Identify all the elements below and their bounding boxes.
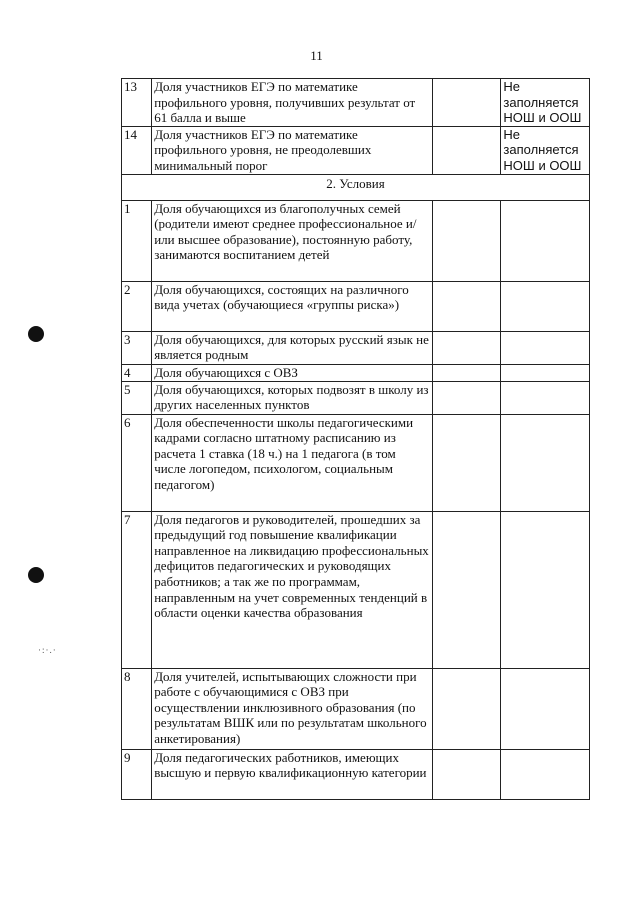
row-text: Доля обучающихся, которых подвозят в школу из других населенных пунктов: [152, 381, 433, 414]
value-cell: [501, 281, 590, 331]
row-text: Доля учителей, испытывающих сложности при работе с обучающимися с ОВЗ при осуществлении инклюзивного образования (по результатам ВШК или по результатам школьного анкетирования): [152, 668, 433, 749]
table-row: [122, 668, 590, 749]
table-row: [122, 511, 590, 668]
table-row: [122, 331, 590, 364]
table-row: [122, 414, 590, 511]
punch-hole: [28, 326, 44, 342]
value-cell: [432, 381, 500, 414]
row-text: Доля обучающихся, для которых русский язык не является родным: [152, 331, 433, 364]
value-cell: [432, 749, 500, 799]
table-row: [122, 364, 590, 381]
row-number: 2: [122, 281, 152, 331]
row-note: Не заполняется НОШ и ООШ: [501, 126, 590, 174]
value-cell: [432, 414, 500, 511]
criteria-table: [121, 78, 590, 800]
row-text: Доля педагогов и руководителей, прошедших за предыдущий год повышение квалификации направленное на ликвидацию профессиональных дефицитов педагогических и руководящих работников; а так же по программам, направленным на учет современных тенденций в области оценки качества образования: [152, 511, 433, 668]
row-number: 5: [122, 381, 152, 414]
section-title: 2. Условия: [122, 174, 590, 200]
value-cell: [501, 414, 590, 511]
table-row: [122, 79, 590, 127]
row-number: 8: [122, 668, 152, 749]
scan-speck: ·:·.·: [38, 645, 57, 655]
row-number: 14: [122, 126, 152, 174]
row-number: 6: [122, 414, 152, 511]
table-row: [122, 126, 590, 174]
value-cell: [432, 331, 500, 364]
row-number: 3: [122, 331, 152, 364]
value-cell: [432, 126, 500, 174]
value-cell: [501, 668, 590, 749]
value-cell: [501, 200, 590, 281]
value-cell: [501, 749, 590, 799]
row-number: 1: [122, 200, 152, 281]
row-text: Доля обучающихся, состоящих на различного вида учетах (обучающиеся «группы риска»): [152, 281, 433, 331]
row-text: Доля участников ЕГЭ по математике профильного уровня, не преодолевших минимальный порог: [152, 126, 433, 174]
table-row: [122, 200, 590, 281]
value-cell: [501, 331, 590, 364]
row-number: 4: [122, 364, 152, 381]
value-cell: [432, 511, 500, 668]
row-number: 7: [122, 511, 152, 668]
value-cell: [432, 281, 500, 331]
value-cell: [432, 364, 500, 381]
row-text: Доля участников ЕГЭ по математике профильного уровня, получивших результат от 61 балла и выше: [152, 79, 433, 127]
row-number: 9: [122, 749, 152, 799]
section-header-row: [122, 174, 590, 200]
row-note: Не заполняется НОШ и ООШ: [501, 79, 590, 127]
page-number: 11: [310, 48, 323, 63]
value-cell: [432, 79, 500, 127]
value-cell: [501, 381, 590, 414]
table-row: [122, 381, 590, 414]
row-text: Доля обучающихся из благополучных семей (родители имеют среднее профессиональное и/или высшее образование), постоянную работу, занимаются воспитанием детей: [152, 200, 433, 281]
table-row: [122, 749, 590, 799]
punch-hole: [28, 567, 44, 583]
row-text: Доля педагогических работников, имеющих высшую и первую квалификационную категории: [152, 749, 433, 799]
row-text: Доля обеспеченности школы педагогическими кадрами согласно штатному расписанию из расчета 1 ставка (18 ч.) на 1 педагога (в том числе логопедом, психологом, социальным педагогом): [152, 414, 433, 511]
row-number: 13: [122, 79, 152, 127]
value-cell: [501, 364, 590, 381]
value-cell: [501, 511, 590, 668]
value-cell: [432, 200, 500, 281]
row-text: Доля обучающихся с ОВЗ: [152, 364, 433, 381]
table-row: [122, 281, 590, 331]
value-cell: [432, 668, 500, 749]
